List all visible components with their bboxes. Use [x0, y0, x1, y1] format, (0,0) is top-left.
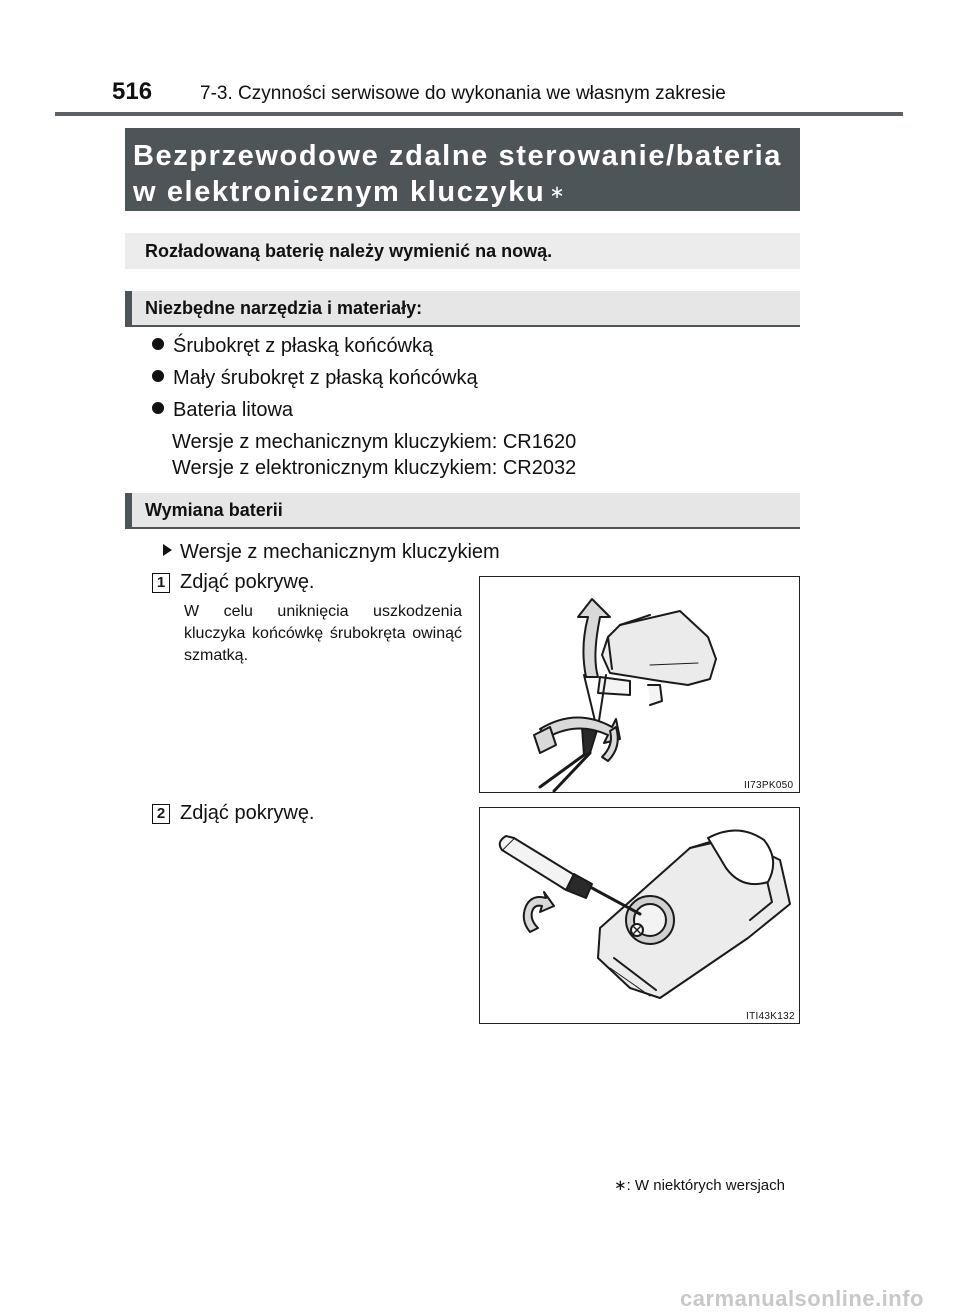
section-title-line-2 — [133, 174, 792, 210]
asterisk-marker: ∗ — [614, 1177, 627, 1194]
variant-label — [163, 541, 500, 564]
page-number: 516 — [112, 78, 153, 105]
asterisk-marker: ∗ — [549, 182, 566, 202]
figure-battery-removal — [479, 807, 800, 1024]
triangle-marker-icon — [163, 544, 172, 556]
header-rule — [55, 112, 903, 116]
figure-code: ITI43K132 — [746, 1011, 795, 1022]
battery-removal-illustration — [480, 808, 799, 1023]
bullet-dot-icon — [152, 370, 164, 382]
tool-item — [152, 335, 433, 358]
bullet-dot-icon — [152, 402, 164, 414]
section-title-box — [125, 128, 800, 211]
tool-item — [152, 367, 478, 390]
variant-label-text: Wersje z mechanicznym kluczykiem — [180, 541, 500, 563]
step-2-text: Zdjąć pokrywę. — [180, 802, 315, 824]
step-number-2: 2 — [152, 804, 170, 824]
tool-item — [152, 399, 293, 422]
running-header: 7-3. Czynności serwisowe do wykonania we własnym zakresie — [200, 83, 726, 104]
footnote-text: : W niektórych wersjach — [626, 1177, 785, 1194]
tool-item-label: Śrubokręt z płaską końcówką — [173, 335, 434, 357]
figure-remove-cover-key — [479, 576, 800, 793]
step-1-note: W celu uniknięcia uszkodzenia kluczyka końcówkę śrubokręta owinąć szmatką. — [184, 603, 462, 664]
tool-item-label: Bateria litowa — [173, 399, 294, 421]
lead-statement: Rozładowaną baterię należy wymienić na nową. — [125, 233, 800, 269]
tools-heading: Niezbędne narzędzia i materiały: — [125, 291, 800, 327]
battery-type-mechanical: Wersje z mechanicznym kluczykiem: CR1620 — [172, 431, 577, 453]
bullet-dot-icon — [152, 338, 164, 350]
section-title-line-1: Bezprzewodowe zdalne sterowanie/bateria — [133, 140, 782, 172]
step-number-1: 1 — [152, 573, 170, 593]
footnote — [614, 1176, 785, 1194]
watermark: carmanualsonline.info — [680, 1286, 924, 1311]
replacement-heading: Wymiana baterii — [125, 493, 800, 529]
battery-type-electronic: Wersje z elektronicznym kluczykiem: CR2032 — [172, 457, 577, 479]
section-title-line-2-text: w elektronicznym kluczyku — [133, 176, 546, 208]
figure-code: II73PK050 — [744, 780, 794, 791]
key-cover-illustration — [480, 577, 799, 792]
step-1-text: Zdjąć pokrywę. — [180, 571, 315, 593]
tool-item-label: Mały śrubokręt z płaską końcówką — [173, 367, 478, 389]
